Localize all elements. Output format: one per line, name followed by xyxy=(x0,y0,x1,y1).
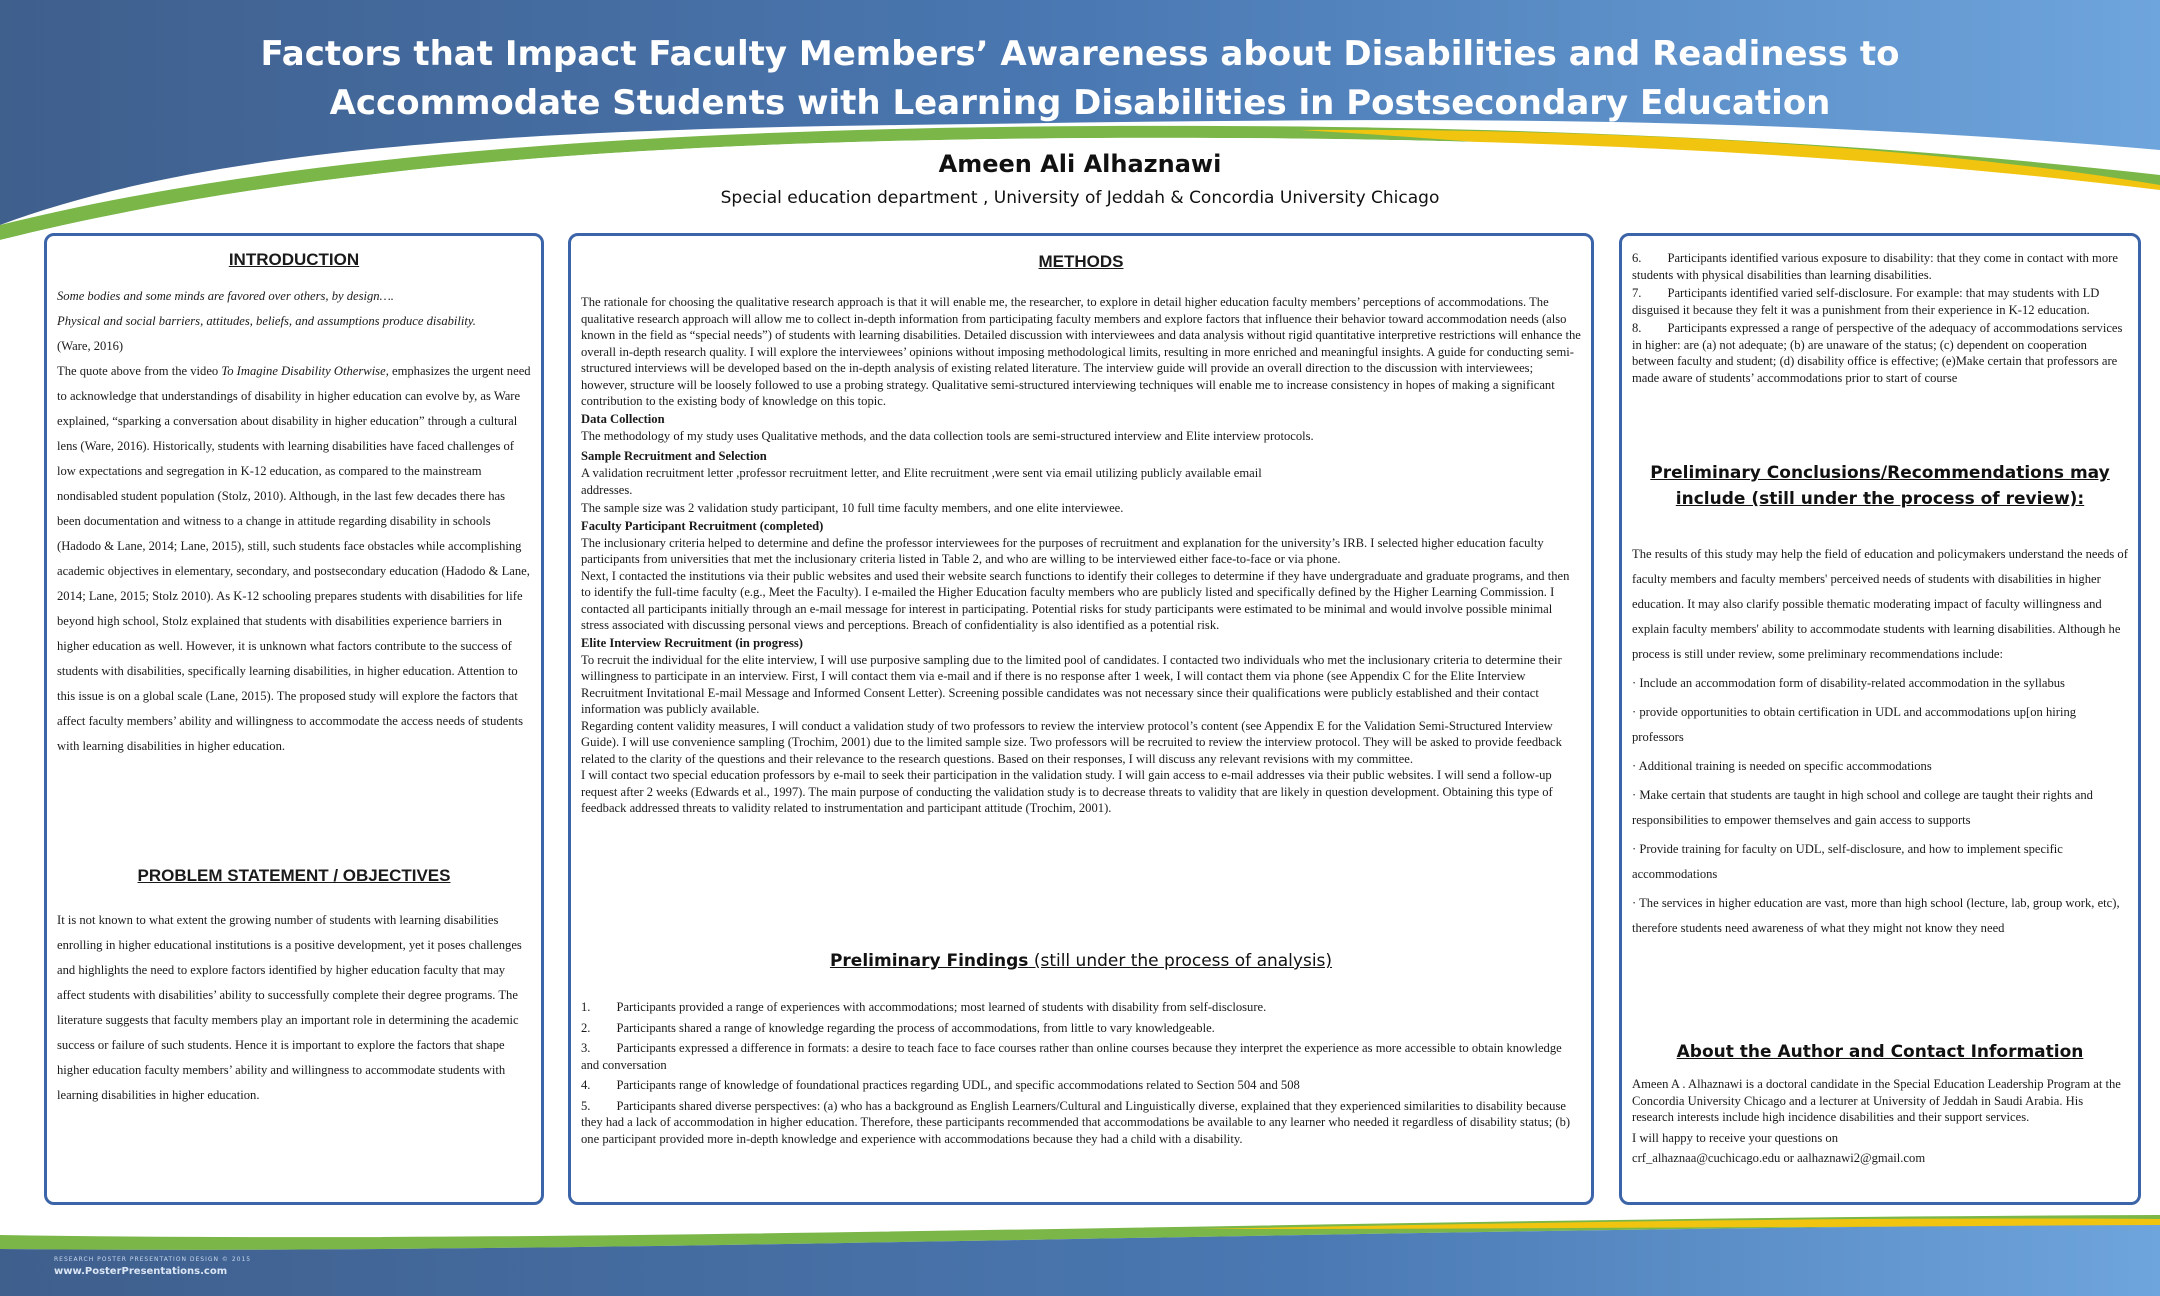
finding-text: Participants identified various exposure to disability: that they come in contact with more students with physical disabilities than learning disabilities. xyxy=(1632,251,2118,282)
finding-number: 8. xyxy=(1632,321,1642,335)
finding-text: Participants provided a range of experiences with accommodations; most learned of students with disability from self-disclosure. xyxy=(616,1000,1267,1014)
conclusions-heading-line-2: include (still under the process of review): xyxy=(1675,489,2085,509)
finding-number: 6. xyxy=(1632,251,1642,265)
intro-citation: (Ware, 2016) xyxy=(57,339,124,353)
right-column-panel xyxy=(1619,233,2141,1205)
data-collection-text: The methodology of my study uses Qualitative methods, and the data collection tools are semi-structured interview and Elite interview protocols. xyxy=(581,428,1314,443)
finding-number: 7. xyxy=(1632,286,1642,300)
faculty-recruitment-heading: Faculty Participant Recruitment (completed) xyxy=(581,518,824,533)
footer-graphic xyxy=(0,1215,2160,1296)
finding-number: 2. xyxy=(581,1020,591,1035)
footer-credit: RESEARCH POSTER PRESENTATION DESIGN © 2015 xyxy=(54,1256,252,1263)
author-name: Ameen Ali Alhaznawi xyxy=(938,150,1222,178)
elite-recruitment-text-1: To recruit the individual for the elite interview, I will use purposive sampling due to the limited pool of candidates. I contacted two individuals who met the inclusionary criteria to determine their willingness to participate in an interview. First, I will contact them via e-mail and if there is no response after 1 week, I will contact them via phone (see Appendix C for the Elite Interview Recruitment Invitational E-mail Message and Informed Consent Letter). Screening possible candidates was not necessary since their qualifications were publicly established and their contact information was publicly available. xyxy=(581,652,1562,716)
finding-text: Participants identified varied self-disclosure. For example: that may students with LD disguised it because they felt it was a punishment from their experience in K-12 education. xyxy=(1632,286,2100,317)
contact-emails: crf_alhaznaa@cuchicago.edu or aalhaznawi2@gmail.com xyxy=(1632,1151,1926,1165)
intro-quote-1: Some bodies and some minds are favored over others, by design…. xyxy=(57,289,394,303)
findings-continued xyxy=(1632,250,2128,388)
introduction-section xyxy=(57,250,531,759)
introduction-heading: INTRODUCTION xyxy=(228,250,360,269)
finding-text: Participants expressed a difference in formats: a desire to teach face to face courses rather than online courses because they interpret the experience as more accessible to obtain knowledge and conversation xyxy=(581,1041,1562,1072)
finding-item xyxy=(1632,285,2128,318)
sample-text-1b: addresses. xyxy=(581,482,633,497)
finding-number: 4. xyxy=(581,1078,591,1092)
finding-number: 3. xyxy=(581,1041,591,1055)
faculty-recruitment-text-1: The inclusionary criteria helped to determine and define the professor interviewees for the purposes of recruitment and explanation for the university’s IRB. I selected higher education faculty participants from universities that met the inclusionary criteria listed in Table 2, and who are willing to be interviewed either face-to-face or via phone. xyxy=(581,535,1544,566)
finding-text: Participants expressed a range of perspective of the adequacy of accommodations services in higher: are (a) not adequate; (b) are unaware of the status; (c) dependent on cooperation between faculty and student; (d) disability office is effective; (e)Make certain that professors are made aware of students’ accommodations prior to start of course xyxy=(1632,321,2123,385)
about-section xyxy=(1632,1042,2128,1167)
finding-item xyxy=(1632,250,2128,283)
intro-quote-2: Physical and social barriers, attitudes, beliefs, and assumptions produce disability. xyxy=(57,314,476,328)
finding-text: Participants shared a range of knowledge regarding the process of accommodations, from little to vary knowledgeable. xyxy=(616,1020,1215,1035)
finding-number: 1. xyxy=(581,1000,591,1014)
recommendation-item: · The services in higher education are vast, more than high school (lecture, lab, group work, etc), therefore students need awareness of what they might not know they need xyxy=(1632,896,2120,935)
left-column-panel xyxy=(44,233,544,1205)
finding-item xyxy=(581,1040,1581,1073)
finding-item xyxy=(1632,320,2128,386)
conclusions-heading xyxy=(1632,460,2128,512)
problem-body: It is not known to what extent the growing number of students with learning disabilities enrolling in higher educational institutions is a positive development, yet it poses challenges and highlights the need to explore factors identified by higher education faculty that may affect students with disabilities’ ability to successfully complete their degree programs. The literature suggests that faculty members play an important role in determining the academic success or failure of such students. Hence it is important to explore the factors that shape higher education faculty members’ ability and willingness to accommodate students with learning disabilities in higher education. xyxy=(57,913,522,1102)
problem-section xyxy=(57,866,531,1108)
intro-body xyxy=(57,359,531,759)
footer-website-link[interactable]: www.PosterPresentations.com xyxy=(54,1266,228,1277)
recommendation-item: · Provide training for faculty on UDL, self-disclosure, and how to implement specific accommodations xyxy=(1632,842,2063,881)
methods-section xyxy=(581,252,1581,817)
elite-recruitment-text-2: Regarding content validity measures, I will conduct a validation study of two professors to review the interview protocol’s content (see Appendix E for the Validation Semi-Structured Interview Guide). I will use convenience sampling (Trochim, 2001) due to the limited sample size. Two professors will be recruited to review the interview protocol. They will be asked to provide feedback related to the clarity of the questions and their relevance to the research questions. Based on their responses, I will discuss any relevant revisions with my committee. xyxy=(581,718,1562,766)
problem-heading: PROBLEM STATEMENT / OBJECTIVES xyxy=(137,866,451,885)
title-line-1: Factors that Impact Faculty Members’ Awareness about Disabilities and Readiness to xyxy=(260,34,1900,74)
methods-intro: The rationale for choosing the qualitative research approach is that it will enable me, the researcher, to explore in detail higher education faculty members’ perceptions of accommodations. The qualitative research approach will allow me to collect in-depth information from participating faculty members and explore factors that influence their behavior toward accommodation needs (also known in the field as “special needs”) of students with learning disabilities. Detailed discussion with interviewees and data analysis without rigid quantitative interpretive restrictions will enhance the overall in-depth research quality. I will explore the interviewees’ opinions without imposing methodological limits, resulting in more enriched and meaningful insights. A guide for conducting semi-structured interviews will be developed based on the in-depth analysis of existing related literature. The interview guide will provide an overall direction to the discussion with interviewees; however, structure will be loosely followed to use a probing strategy. Qualitative semi-structured interviewing techniques will enable me to increase consistency in hopes of making a significant contribution to the existing body of knowledge on this topic. xyxy=(581,295,1581,408)
about-body: Ameen A . Alhaznawi is a doctoral candidate in the Special Education Leadership Program at the Concordia University Chicago and a lecturer at University of Jeddah in Saudi Arabia. His research interests include high incidence disabilities and their support services. xyxy=(1632,1077,2121,1124)
contact-line-1: I will happy to receive your questions on xyxy=(1632,1130,1839,1145)
finding-item xyxy=(581,1020,1581,1037)
conclusions-intro: The results of this study may help the field of education and policymakers understand the needs of faculty members and faculty members' perceived needs of students with disabilities in higher education. It may also clarify possible thematic moderating impact of faculty willingness and explain faculty members' ability to accommodate students with learning disabilities. Although he process is still under review, some preliminary recommendations include: xyxy=(1632,547,2128,661)
author-affiliation: Special education department , University of Jeddah & Concordia University Chicago xyxy=(720,188,1440,208)
methods-heading: METHODS xyxy=(1038,252,1124,271)
conclusions-section xyxy=(1632,460,2128,941)
findings-list xyxy=(581,999,1581,1147)
footer-banner xyxy=(0,1215,2160,1296)
title-line-2: Accommodate Students with Learning Disabilities in Postsecondary Education xyxy=(329,83,1831,123)
finding-item xyxy=(581,999,1581,1016)
about-heading: About the Author and Contact Information xyxy=(1676,1042,2084,1062)
elite-recruitment-heading: Elite Interview Recruitment (in progress) xyxy=(581,635,803,650)
recommendation-item: · provide opportunities to obtain certification in UDL and accommodations up[on hiring professors xyxy=(1632,705,2077,744)
sample-text-2: The sample size was 2 validation study participant, 10 full time faculty members, and one elite interviewee. xyxy=(581,501,1124,515)
intro-body-rest: , emphasizes the urgent need to acknowledge that understandings of disability in higher education can evolve by, as Ware explained, “sparking a conversation about disability in higher education” through a cultural lens (Ware, 2016). Historically, students with learning disabilities have faced challenges of low expectations and segregation in K-12 education, as compared to the mainstream nondisabled student population (Stolz, 2010). Although, in the last few decades there has been documentation and witness to a change in attitude regarding disability in schools (Hadodo & Lane, 2014; Lane, 2015), still, such students face obstacles while accomplishing academic objectives in elementary, secondary, and postsecondary education (Hadodo & Lane, 2014; Lane, 2015; Stolz 2010). As K-12 schooling prepares students with disabilities for life beyond high school, Stolz explained that students with disabilities experience barriers in higher education as well. However, it is unknown what factors contribute to the success of students with disabilities, specifically learning disabilities, in higher education. Attention to this issue is on a global scale (Lane, 2015). The proposed study will explore the factors that affect faculty members’ ability and willingness to accommodate the access needs of students with learning disabilities in higher education. xyxy=(57,364,531,753)
data-collection-heading: Data Collection xyxy=(581,411,665,426)
conclusions-heading-line-1: Preliminary Conclusions/Recommendations may xyxy=(1650,463,2110,483)
findings-heading xyxy=(581,951,1581,971)
center-column-panel xyxy=(568,233,1594,1205)
recommendation-item: · Include an accommodation form of disability-related accommodation in the syllabus xyxy=(1632,676,2065,690)
finding-item xyxy=(581,1077,1581,1094)
findings-heading-sub: (still under the process of analysis) xyxy=(1028,951,1333,971)
elite-recruitment-text-3: I will contact two special education professors by e-mail to seek their participation in the validation study. I will gain access to e-mail addresses via their public websites. I will send a follow-up request after 2 weeks (Edwards et al., 1997). The main purpose of conducting the validation study is to decrease threats to validity that are likely in question development. Obtaining this type of feedback addressed threats to validity related to instrumentation and participant attitude (Trochim, 2001). xyxy=(581,768,1553,815)
findings-section xyxy=(581,951,1581,1151)
poster-title xyxy=(260,30,1900,128)
finding-number: 5. xyxy=(581,1098,591,1113)
findings-heading-main: Preliminary Findings xyxy=(829,951,1029,971)
sample-text-1: A validation recruitment letter ,professor recruitment letter, and Elite recruitment ,were sent via email utilizing publicly available email xyxy=(581,466,1262,480)
intro-body-start: The quote above from the video xyxy=(57,364,222,378)
finding-text: Participants shared diverse perspectives: (a) who has a background as English Learners/Cultural and Linguistically diverse, explained that they experienced similarities to disability because they had a lack of accommodation in higher education. Therefore, these participants recommended that accommodations be available to any learner who needed it regardless of disability status; (b) one participant provided more in-depth knowledge and experience with accommodations because they had a child with a disability. xyxy=(581,1098,1571,1146)
sample-heading: Sample Recruitment and Selection xyxy=(581,449,767,463)
finding-text: Participants range of knowledge of foundational practices regarding UDL, and specific accommodations related to Section 504 and 508 xyxy=(616,1078,1300,1092)
intro-video-title: To Imagine Disability Otherwise xyxy=(221,364,386,378)
faculty-recruitment-text-2: Next, I contacted the institutions via their public websites and used their website search functions to identify their colleges to determine if they have undergraduate and graduate programs, and then to identify the full-time faculty (e.g., Meet the Faculty). I e-mailed the Higher Education faculty members who are publicly listed and specifically defined by the Higher Learning Commission. I contacted all participants initially through an e-mail message for interest in participating. Potential risks for study participants were estimated to be minimal and would involve possible minimal stress associated with discussing personal views and perceptions. Breach of confidentiality is also identified as a potential risk. xyxy=(581,568,1570,632)
recommendation-item: · Additional training is needed on specific accommodations xyxy=(1632,759,1932,773)
recommendation-item: · Make certain that students are taught in high school and college are taught their rights and responsibilities to empower themselves and gain access to supports xyxy=(1632,788,2093,827)
finding-item xyxy=(581,1098,1581,1148)
